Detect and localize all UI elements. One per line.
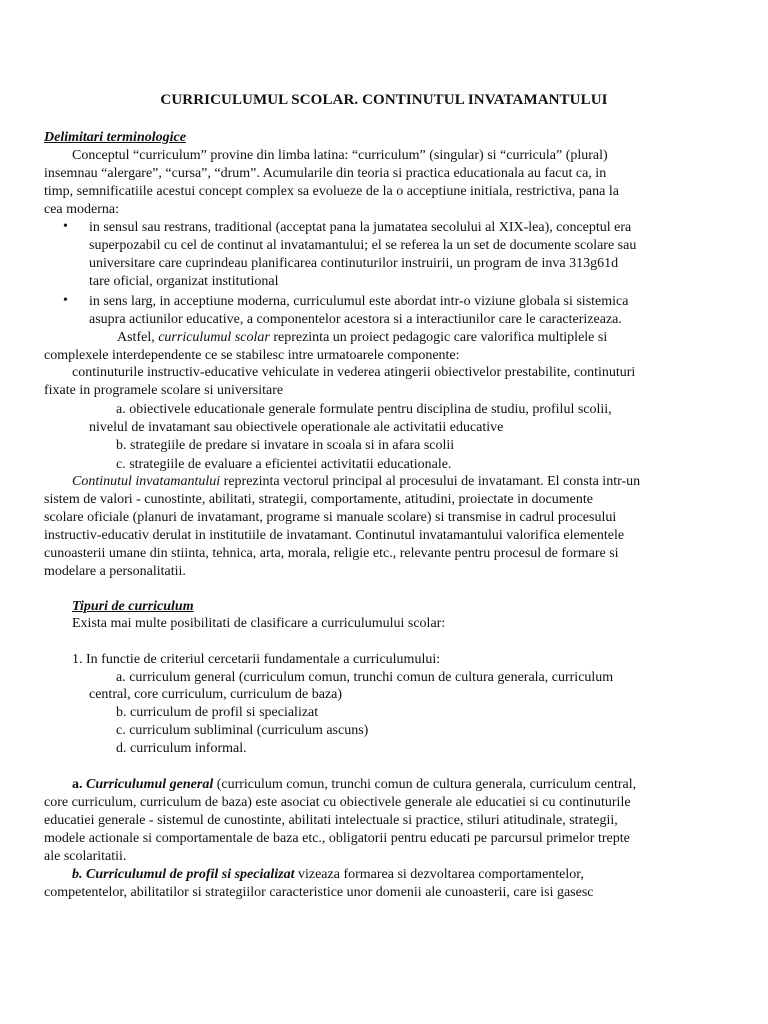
profil-line: competentelor, abilitatilor si strategiilor caracteristice unor domenii ale cunoasterii, care isi gasesc: [44, 885, 594, 900]
list-item: c. strategiile de evaluare a eficientei activitatii educationale.: [116, 457, 452, 472]
criterion-line: 1. In functie de criteriul cercetarii fundamentale a curriculumului:: [72, 652, 441, 667]
general-line: modele actionale si comportamentale de baza etc., obligatorii pentru educati pe parcursul primelor trepte: [44, 831, 630, 846]
list-item: nivelul de invatamant sau obiectivele operationale ale activitatii educative: [89, 420, 504, 435]
intro-line: cea moderna:: [44, 202, 120, 217]
continut-line: cunoasterii umane din stiinta, tehnica, arta, morala, religie etc., relevante pentru procesul de formare si: [44, 546, 619, 561]
intro-line: Conceptul “curriculum” provine din limba latina: “curriculum” (singular) si “curricula” (plural): [72, 148, 608, 163]
continut-paragraph: Continutul invatamantului reprezinta vectorul principal al procesului de invatamant. El consta intr-un: [72, 474, 641, 489]
astfel-line: complexele interdependente ce se stabilesc intre urmatoarele componente:: [44, 348, 460, 363]
curriculum-general-paragraph: a. Curriculumul general (curriculum comun, trunchi comun de cultura generala, curriculum central,: [72, 777, 637, 792]
bullet-line: in sens larg, in acceptiune moderna, curriculumul este abordat intr-o viziune globala si sistemica: [89, 294, 629, 309]
sub-item: central, core curriculum, curriculum de baza): [89, 687, 343, 702]
continut-line: sistem de valori - cunostinte, abilitati, strategii, comportamente, atitudini, proiectate in documente: [44, 492, 593, 507]
sub-item: c. curriculum subliminal (curriculum ascuns): [116, 723, 369, 738]
section-heading-tipuri: Tipuri de curriculum: [72, 599, 194, 614]
bullet-line: superpozabil cu cel de continut al invatamantului; el se referea la un set de documente scolare sau: [89, 238, 637, 253]
general-line: core curriculum, curriculum de baza) este asociat cu obiectivele generale ale educatiei si cu continuturile: [44, 795, 631, 810]
general-line: educatiei generale - sistemul de cunostinte, abilitati intelectuale si practice, stiluri atitudinale, strategii,: [44, 813, 618, 828]
continuturi-line: fixate in programele scolare si universitare: [44, 383, 284, 398]
bullet-line: in sensul sau restrans, traditional (acceptat pana la jumatatea secolului al XIX-lea), conceptul era: [89, 220, 632, 235]
bullet-line: universitare care cuprindeau planificarea continuturilor instruirii, un program de inva 313g61d: [89, 256, 619, 271]
sub-item: b. curriculum de profil si specializat: [116, 705, 319, 720]
list-item: a. obiectivele educationale generale formulate pentru disciplina de studiu, profilul scolii,: [116, 402, 612, 417]
bullet-line: tare oficial, organizat institutional: [89, 274, 279, 289]
document-title: CURRICULUMUL SCOLAR. CONTINUTUL INVATAMANTULUI: [160, 92, 608, 108]
list-item: b. strategiile de predare si invatare in scoala si in afara scolii: [116, 438, 455, 453]
general-line: ale scolaritatii.: [44, 849, 127, 864]
curriculum-profil-paragraph: b. Curriculumul de profil si specializat vizeaza formarea si dezvoltarea comportamentelor,: [72, 867, 584, 882]
section-heading-delimitari: Delimitari terminologice: [44, 130, 186, 145]
astfel-paragraph: Astfel, curriculumul scolar reprezinta un proiect pedagogic care valorifica multiplele si: [117, 330, 608, 345]
bullet-dot: •: [63, 293, 68, 308]
sub-item: a. curriculum general (curriculum comun, trunchi comun de cultura generala, curriculum: [116, 670, 614, 685]
continut-line: scolare oficiale (planuri de invatamant, programe si manuale scolare) si transmise in cadrul procesului: [44, 510, 617, 525]
continuturi-line: continuturile instructiv-educative vehiculate in vederea atingerii obiectivelor prestabilite, continuturi: [72, 365, 636, 380]
bullet-line: asupra actiunilor educative, a componentelor acestora si a interactiunilor care le caracterizeaza.: [89, 312, 622, 327]
tipuri-intro: Exista mai multe posibilitati de clasificare a curriculumului scolar:: [72, 616, 446, 631]
intro-line: insemnau “alergare”, “cursa”, “drum”. Acumularile din teoria si practica educationala au facut ca, in: [44, 166, 607, 181]
continut-line: instructiv-educativ derulat in institutiile de invatamant. Continutul invatamantului valorifica elementele: [44, 528, 625, 543]
sub-item: d. curriculum informal.: [116, 741, 247, 756]
continut-line: modelare a personalitatii.: [44, 564, 186, 579]
intro-line: timp, semnificatiile acestui concept complex sa evolueze de la o acceptiune initiala, restrictiva, pana la: [44, 184, 619, 199]
bullet-dot: •: [63, 219, 68, 234]
